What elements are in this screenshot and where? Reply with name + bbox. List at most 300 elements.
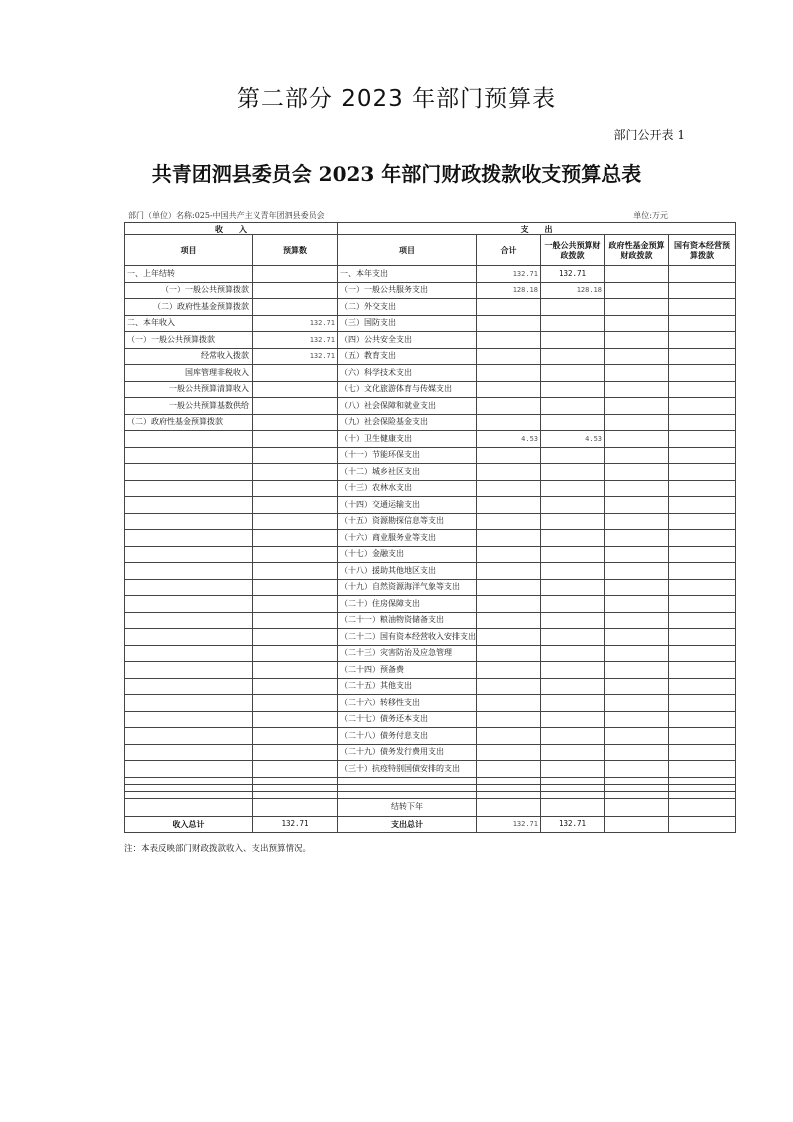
expense-total-value	[477, 678, 541, 695]
cell-empty	[669, 695, 736, 712]
expense-item-label: （八）社会保障和就业支出	[338, 398, 477, 415]
expense-general-value	[541, 629, 605, 646]
cell-empty	[253, 645, 338, 662]
expense-general-value	[541, 348, 605, 365]
cell-empty	[253, 711, 338, 728]
expense-total-value: 132.71	[477, 816, 541, 832]
table-row	[125, 612, 736, 629]
table-row	[125, 791, 736, 798]
expense-total-value	[477, 381, 541, 398]
expense-general-value	[541, 645, 605, 662]
table-row	[125, 798, 736, 816]
cell-empty	[477, 777, 541, 784]
expense-total-value	[477, 761, 541, 778]
expense-general-value	[541, 546, 605, 563]
cell-empty	[605, 497, 669, 514]
carryover-label: 结转下年	[338, 798, 477, 816]
cell-empty	[605, 744, 669, 761]
cell-empty	[605, 365, 669, 382]
income-item-label: 经常收入拨款	[125, 348, 253, 365]
cell-empty	[669, 431, 736, 448]
table-row	[125, 579, 736, 596]
expense-general-value	[541, 612, 605, 629]
expense-item-label: （二十一）粮油物资储备支出	[338, 612, 477, 629]
cell-empty	[605, 266, 669, 283]
table-row	[125, 299, 736, 316]
expense-item-label: （二十四）预备费	[338, 662, 477, 679]
expense-total-value	[477, 513, 541, 530]
cell-empty	[125, 447, 253, 464]
table-row	[125, 513, 736, 530]
cell-empty	[125, 791, 253, 798]
expense-item-label: （二十五）其他支出	[338, 678, 477, 695]
expense-item-label: （七）文化旅游体育与传媒支出	[338, 381, 477, 398]
expense-item-label: （十三）农林水支出	[338, 480, 477, 497]
cell-empty	[669, 784, 736, 791]
expense-total-value	[477, 563, 541, 580]
income-item-value	[253, 299, 338, 316]
table-row	[125, 629, 736, 646]
income-item-value: 132.71	[253, 348, 338, 365]
expense-total-value	[477, 645, 541, 662]
expense-item-label: （三）国防支出	[338, 315, 477, 332]
cell-empty	[669, 662, 736, 679]
income-item-value	[253, 266, 338, 283]
cell-empty	[253, 791, 338, 798]
cell-empty	[605, 381, 669, 398]
table-row	[125, 645, 736, 662]
expense-total-value	[477, 530, 541, 547]
table-row	[125, 398, 736, 415]
cell-empty	[669, 791, 736, 798]
expense-total-value	[477, 299, 541, 316]
unit-label: 单位:万元	[633, 211, 668, 220]
cell-empty	[125, 612, 253, 629]
cell-empty	[253, 777, 338, 784]
cell-empty	[253, 464, 338, 481]
expense-item-label: （二十二）国有资本经营收入安排支出	[338, 629, 477, 646]
table-row	[125, 266, 736, 283]
expense-total-value	[477, 464, 541, 481]
income-item-label: （二）政府性基金预算拨款	[125, 299, 253, 316]
cell-empty	[605, 791, 669, 798]
cell-empty	[253, 695, 338, 712]
expense-item-label: （十五）资源勘探信息等支出	[338, 513, 477, 530]
cell-empty	[253, 612, 338, 629]
expense-general-value: 128.18	[541, 282, 605, 299]
cell-empty	[253, 662, 338, 679]
income-total-label: 收入总计	[125, 816, 253, 832]
expense-item-label: （十八）援助其他地区支出	[338, 563, 477, 580]
cell-empty	[669, 348, 736, 365]
table-row	[125, 447, 736, 464]
cell-empty	[253, 497, 338, 514]
expense-item-label: （十四）交通运输支出	[338, 497, 477, 514]
income-item-value	[253, 381, 338, 398]
col-gov-fund: 政府性基金预算财政拨款	[605, 235, 669, 266]
expense-item-label: 一、本年支出	[338, 266, 477, 283]
expense-total-value	[477, 497, 541, 514]
cell-empty	[125, 579, 253, 596]
cell-empty	[605, 612, 669, 629]
cell-empty	[605, 464, 669, 481]
cell-empty	[669, 530, 736, 547]
cell-empty	[605, 645, 669, 662]
expense-general-value	[541, 513, 605, 530]
cell-empty	[605, 480, 669, 497]
cell-empty	[669, 497, 736, 514]
expense-general-value	[541, 315, 605, 332]
cell-empty	[605, 629, 669, 646]
cell-empty	[605, 563, 669, 580]
expense-item-label: （二十九）债务发行费用支出	[338, 744, 477, 761]
expense-general-total: 132.71	[541, 816, 605, 832]
expense-item-label: （二）外交支出	[338, 299, 477, 316]
col-income-budget: 预算数	[253, 235, 338, 266]
cell-empty	[669, 579, 736, 596]
cell-empty	[253, 798, 338, 816]
expense-general-value	[541, 596, 605, 613]
table-row	[125, 546, 736, 563]
col-total: 合计	[477, 235, 541, 266]
income-item-value: 132.71	[253, 332, 338, 349]
expense-item-label: （六）科学技术支出	[338, 365, 477, 382]
cell-empty	[125, 546, 253, 563]
cell-empty	[669, 332, 736, 349]
cell-empty	[669, 365, 736, 382]
cell-empty	[541, 791, 605, 798]
expense-item-label: （十七）金融支出	[338, 546, 477, 563]
table-row	[125, 348, 736, 365]
cell-empty	[605, 695, 669, 712]
expense-general-value: 4.53	[541, 431, 605, 448]
cell-empty	[605, 784, 669, 791]
cell-empty	[669, 612, 736, 629]
cell-empty	[253, 579, 338, 596]
footnote: 注：本表反映部门财政拨款收入、支出预算情况。	[124, 844, 312, 854]
income-item-value	[253, 414, 338, 431]
expense-item-label: （十六）商业服务业等支出	[338, 530, 477, 547]
cell-empty	[253, 784, 338, 791]
page-title: 第二部分 2023 年部门预算表	[236, 86, 557, 112]
cell-empty	[477, 784, 541, 791]
expense-header: 支 出	[338, 223, 736, 235]
expense-total-value	[477, 480, 541, 497]
income-item-label: 一、上年结转	[125, 266, 253, 283]
cell-empty	[605, 332, 669, 349]
cell-empty	[338, 777, 477, 784]
expense-total-value	[477, 414, 541, 431]
expense-item-label: （二十八）债务付息支出	[338, 728, 477, 745]
expense-total-value	[477, 612, 541, 629]
expense-total-value: 4.53	[477, 431, 541, 448]
income-item-label: 一般公共预算清算收入	[125, 381, 253, 398]
expense-total-value	[477, 365, 541, 382]
cell-empty	[669, 596, 736, 613]
cell-empty	[125, 695, 253, 712]
income-item-label: 国库管理非税收入	[125, 365, 253, 382]
cell-empty	[125, 662, 253, 679]
cell-empty	[669, 546, 736, 563]
expense-general-value	[541, 530, 605, 547]
expense-item-label: （三十）抗疫特别国债安排的支出	[338, 761, 477, 778]
cell-empty	[253, 728, 338, 745]
expense-total-value	[477, 398, 541, 415]
expense-general-value	[541, 464, 605, 481]
cell-empty	[541, 798, 605, 816]
cell-empty	[125, 596, 253, 613]
cell-empty	[605, 579, 669, 596]
table-row	[125, 480, 736, 497]
income-total-value: 132.71	[253, 816, 338, 832]
cell-empty	[669, 711, 736, 728]
header-row-1	[125, 223, 736, 235]
expense-general-value	[541, 480, 605, 497]
table-row	[125, 678, 736, 695]
cell-empty	[125, 513, 253, 530]
table-row	[125, 728, 736, 745]
expense-total-value: 132.71	[477, 266, 541, 283]
expense-general-value	[541, 728, 605, 745]
cell-empty	[669, 563, 736, 580]
expense-total-value	[477, 348, 541, 365]
cell-empty	[669, 480, 736, 497]
expense-total-value	[477, 332, 541, 349]
expense-item-label: （二十七）债务还本支出	[338, 711, 477, 728]
expense-item-label: （十二）城乡社区支出	[338, 464, 477, 481]
expense-general-value	[541, 332, 605, 349]
expense-total-value	[477, 744, 541, 761]
expense-item-label: （十）卫生健康支出	[338, 431, 477, 448]
cell-empty	[605, 348, 669, 365]
table-row	[125, 530, 736, 547]
table-row	[125, 761, 736, 778]
income-item-value	[253, 282, 338, 299]
table-row	[125, 414, 736, 431]
col-general: 一般公共预算财政拨款	[541, 235, 605, 266]
cell-empty	[125, 711, 253, 728]
cell-empty	[125, 530, 253, 547]
header-row-2	[125, 235, 736, 266]
table-row	[125, 464, 736, 481]
expense-general-value	[541, 761, 605, 778]
income-item-value: 132.71	[253, 315, 338, 332]
expense-item-label: （十一）节能环保支出	[338, 447, 477, 464]
income-item-label: （二）政府性基金预算拨款	[125, 414, 253, 431]
cell-empty	[253, 744, 338, 761]
expense-item-label: （九）社会保险基金支出	[338, 414, 477, 431]
table-row	[125, 744, 736, 761]
expense-item-label: （二十）住房保障支出	[338, 596, 477, 613]
cell-empty	[669, 798, 736, 816]
expense-general-value	[541, 563, 605, 580]
cell-empty	[669, 464, 736, 481]
expense-total-value	[477, 579, 541, 596]
income-item-label: 二、本年收入	[125, 315, 253, 332]
expense-general-value	[541, 662, 605, 679]
cell-empty	[669, 728, 736, 745]
col-income-item: 项目	[125, 235, 253, 266]
cell-empty	[253, 480, 338, 497]
expense-total-value	[477, 662, 541, 679]
cell-empty	[253, 530, 338, 547]
cell-empty	[669, 315, 736, 332]
table-row	[125, 784, 736, 791]
expense-general-value	[541, 744, 605, 761]
table-row	[125, 365, 736, 382]
expense-item-label: （二十三）灾害防治及应急管理	[338, 645, 477, 662]
expense-general-value	[541, 398, 605, 415]
cell-empty	[125, 798, 253, 816]
cell-empty	[253, 431, 338, 448]
cell-empty	[605, 299, 669, 316]
cell-empty	[605, 398, 669, 415]
cell-empty	[253, 447, 338, 464]
expense-item-label: （一）一般公共服务支出	[338, 282, 477, 299]
cell-empty	[125, 629, 253, 646]
table-row	[125, 711, 736, 728]
income-item-value	[253, 398, 338, 415]
cell-empty	[669, 398, 736, 415]
cell-empty	[253, 596, 338, 613]
cell-empty	[125, 480, 253, 497]
cell-empty	[541, 784, 605, 791]
table-row	[125, 332, 736, 349]
cell-empty	[669, 299, 736, 316]
expense-general-value	[541, 711, 605, 728]
expense-item-label: （五）教育支出	[338, 348, 477, 365]
expense-general-value	[541, 365, 605, 382]
cell-empty	[605, 282, 669, 299]
expense-total-value	[477, 695, 541, 712]
cell-empty	[605, 431, 669, 448]
cell-empty	[669, 645, 736, 662]
expense-item-label: （二十六）转移性支出	[338, 695, 477, 712]
expense-item-label: （四）公共安全支出	[338, 332, 477, 349]
cell-empty	[605, 513, 669, 530]
income-item-label: （一）一般公共预算拨款	[125, 282, 253, 299]
table-number: 部门公开表 1	[613, 128, 685, 142]
expense-total-value	[477, 629, 541, 646]
cell-empty	[125, 777, 253, 784]
cell-empty	[253, 546, 338, 563]
expense-total-value	[477, 315, 541, 332]
cell-empty	[253, 563, 338, 580]
cell-empty	[669, 777, 736, 784]
expense-general-value	[541, 299, 605, 316]
cell-empty	[477, 798, 541, 816]
income-item-label: 一般公共预算基数供给	[125, 398, 253, 415]
income-header: 收 入	[125, 223, 338, 235]
cell-empty	[125, 645, 253, 662]
expense-general-value	[541, 695, 605, 712]
cell-empty	[253, 678, 338, 695]
dept-unit-line	[128, 210, 688, 221]
cell-empty	[669, 266, 736, 283]
cell-empty	[125, 728, 253, 745]
table-row	[125, 381, 736, 398]
expense-general-value	[541, 447, 605, 464]
income-item-value	[253, 365, 338, 382]
cell-empty	[605, 662, 669, 679]
expense-general-value	[541, 497, 605, 514]
cell-empty	[605, 761, 669, 778]
cell-empty	[669, 513, 736, 530]
table-row	[125, 596, 736, 613]
cell-empty	[605, 777, 669, 784]
cell-empty	[338, 791, 477, 798]
expense-general-value	[541, 579, 605, 596]
cell-empty	[669, 414, 736, 431]
expense-total-value	[477, 711, 541, 728]
table-row	[125, 282, 736, 299]
cell-empty	[669, 381, 736, 398]
cell-empty	[605, 546, 669, 563]
expense-total-value	[477, 596, 541, 613]
cell-empty	[669, 447, 736, 464]
cell-empty	[669, 282, 736, 299]
cell-empty	[125, 744, 253, 761]
budget-table	[124, 222, 736, 833]
table-row	[125, 777, 736, 784]
table-row	[125, 563, 736, 580]
expense-general-value: 132.71	[541, 266, 605, 283]
cell-empty	[669, 678, 736, 695]
cell-empty	[125, 464, 253, 481]
cell-empty	[253, 513, 338, 530]
cell-empty	[669, 816, 736, 832]
cell-empty	[605, 816, 669, 832]
cell-empty	[477, 791, 541, 798]
expense-total-value	[477, 447, 541, 464]
expense-total-value	[477, 546, 541, 563]
expense-total-label: 支出总计	[338, 816, 477, 832]
table-row	[125, 695, 736, 712]
cell-empty	[125, 497, 253, 514]
table-row	[125, 431, 736, 448]
cell-empty	[605, 414, 669, 431]
cell-empty	[605, 315, 669, 332]
cell-empty	[605, 798, 669, 816]
cell-empty	[125, 761, 253, 778]
cell-empty	[125, 678, 253, 695]
cell-empty	[125, 431, 253, 448]
expense-general-value	[541, 678, 605, 695]
cell-empty	[605, 596, 669, 613]
table-row	[125, 816, 736, 832]
cell-empty	[253, 629, 338, 646]
cell-empty	[669, 629, 736, 646]
cell-empty	[605, 711, 669, 728]
cell-empty	[669, 761, 736, 778]
expense-general-value	[541, 381, 605, 398]
income-item-label: （一）一般公共预算拨款	[125, 332, 253, 349]
cell-empty	[605, 530, 669, 547]
table-row	[125, 497, 736, 514]
expense-item-label: （十九）自然资源海洋气象等支出	[338, 579, 477, 596]
table-row	[125, 662, 736, 679]
cell-empty	[125, 563, 253, 580]
cell-empty	[605, 447, 669, 464]
cell-empty	[669, 744, 736, 761]
col-state-capital: 国有资本经营预算拨款	[669, 235, 736, 266]
table-row	[125, 315, 736, 332]
expense-general-value	[541, 414, 605, 431]
cell-empty	[338, 784, 477, 791]
department-name: 部门（单位）名称:025-中国共产主义青年团泗县委员会	[128, 211, 325, 220]
cell-empty	[605, 678, 669, 695]
cell-empty	[605, 728, 669, 745]
